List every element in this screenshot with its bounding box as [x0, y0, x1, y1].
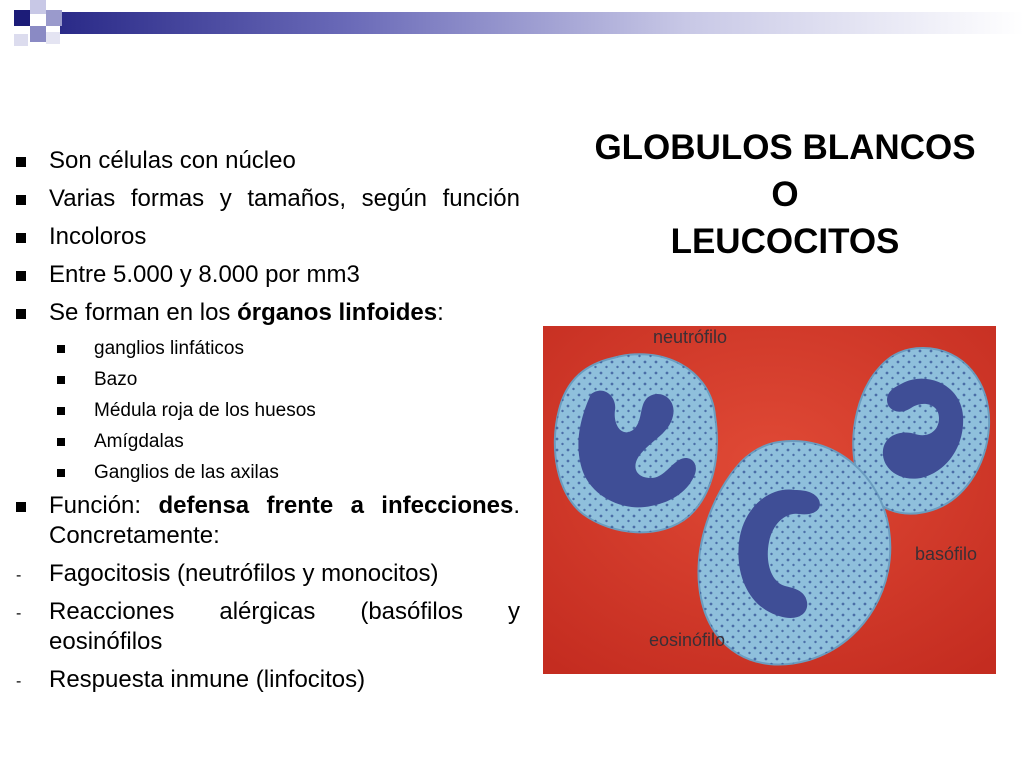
sub-bullet-text: Amígdalas — [94, 431, 184, 452]
bullet-list — [14, 146, 520, 703]
funcion-pre: Función: — [49, 492, 159, 519]
square-bullet-icon — [14, 184, 49, 214]
dash-item-text: Fagocitosis (neutrófilos y monocitos) — [49, 560, 439, 587]
sub-bullet-item — [55, 336, 520, 361]
bullet-text: Incoloros — [49, 223, 147, 250]
bullet-text: Son células con núcleo — [49, 147, 296, 174]
label-basofilo: basófilo — [915, 544, 978, 564]
header-decoration — [0, 0, 1024, 60]
bullet-item — [14, 146, 520, 176]
bullet-item — [14, 222, 520, 252]
dash-item-text: Reacciones alérgicas (basófilos y eosinófilos — [49, 598, 520, 655]
bullet-text — [49, 491, 520, 551]
bullet-text-post: : — [437, 299, 444, 326]
bullet-text — [49, 298, 520, 328]
square-bullet-icon — [14, 222, 49, 252]
sub-bullet-item — [55, 429, 520, 454]
dash-marker: - — [16, 673, 22, 690]
square-bullet-icon — [14, 298, 49, 328]
dash-item — [14, 597, 520, 657]
dash-marker: - — [16, 605, 22, 622]
leukocytes-illustration — [543, 326, 996, 674]
square-bullet-icon — [55, 429, 94, 454]
label-neutrofilo: neutrófilo — [653, 327, 728, 347]
sub-bullet-item — [55, 398, 520, 423]
funcion-bold: defensa frente a infecciones — [158, 492, 514, 519]
dash-item — [14, 665, 520, 695]
bullet-text: Varias formas y tamaños, según función — [49, 185, 520, 212]
slide-title — [555, 124, 1015, 265]
bullet-text: Entre 5.000 y 8.000 por mm3 — [49, 261, 360, 288]
title-line-1: GLOBULOS BLANCOS — [594, 128, 976, 167]
square-bullet-icon — [14, 491, 49, 521]
title-line-2: O — [771, 175, 799, 214]
square-bullet-icon — [55, 367, 94, 392]
dash-item-text: Respuesta inmune (linfocitos) — [49, 666, 366, 693]
deco-square — [14, 10, 30, 26]
sub-bullet-text: Ganglios de las axilas — [94, 462, 279, 483]
funcion-post: . Concretamente: — [49, 492, 521, 549]
deco-square — [46, 10, 62, 26]
square-bullet-icon — [55, 398, 94, 423]
deco-square — [30, 0, 46, 14]
neutrofilo-cell — [555, 354, 717, 532]
deco-square — [14, 34, 28, 46]
sub-bullet-text: Médula roja de los huesos — [94, 400, 316, 421]
bullet-item — [14, 298, 520, 328]
sub-bullet-item — [55, 460, 520, 485]
sub-bullet-text: Bazo — [94, 369, 138, 390]
bullet-text-pre: Se forman en los — [49, 299, 238, 326]
label-eosinofilo: eosinófilo — [649, 630, 726, 650]
bullet-item — [14, 491, 520, 551]
bullet-item — [14, 260, 520, 290]
square-bullet-icon — [55, 336, 94, 361]
square-bullet-icon — [55, 460, 94, 485]
header-gradient-bar — [60, 12, 1024, 34]
sub-bullet-text: ganglios linfáticos — [94, 338, 244, 359]
deco-square — [46, 32, 60, 44]
sub-bullet-item — [55, 367, 520, 392]
square-bullet-icon — [14, 146, 49, 176]
dash-item — [14, 559, 520, 589]
bullet-text-bold: órganos linfoides — [237, 299, 438, 326]
bullet-item — [14, 184, 520, 214]
deco-square — [30, 26, 46, 42]
dash-marker: - — [16, 567, 22, 584]
title-line-3: LEUCOCITOS — [670, 222, 900, 261]
square-bullet-icon — [14, 260, 49, 290]
